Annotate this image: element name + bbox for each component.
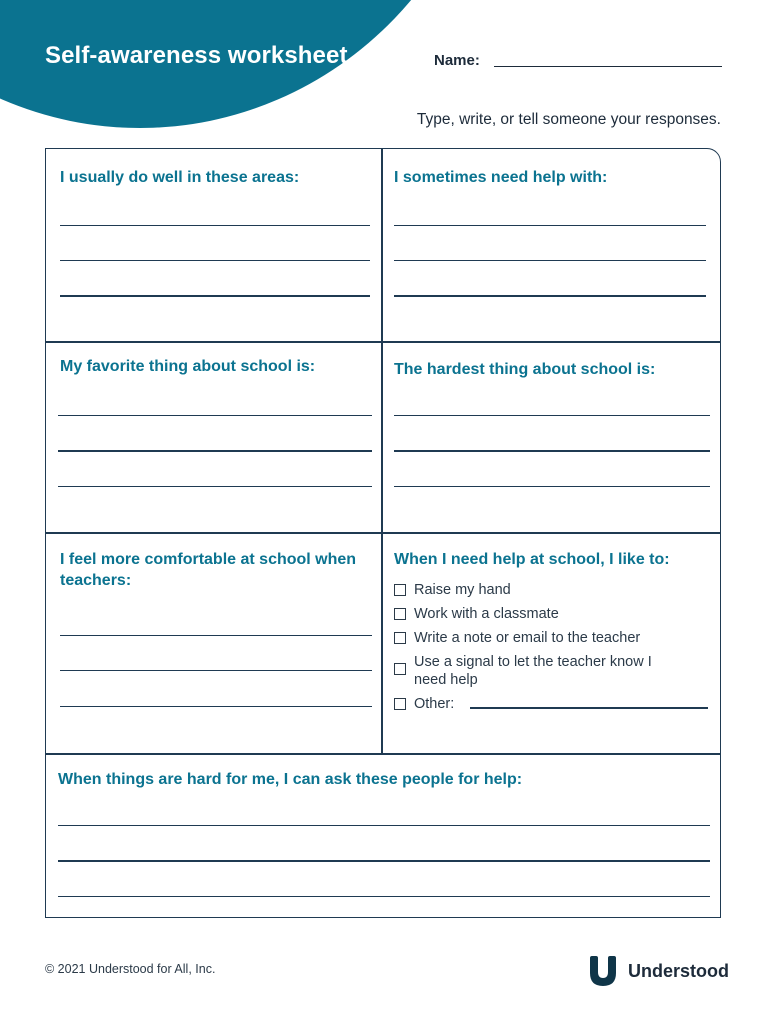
section-title-comfortable: I feel more comfortable at school when teachers:	[60, 551, 357, 589]
answer-line[interactable]	[58, 415, 372, 416]
name-input-line[interactable]	[494, 66, 722, 67]
answer-line[interactable]	[60, 635, 372, 636]
answer-line[interactable]	[394, 415, 710, 416]
section-title-help-like: When I need help at school, I like to:	[394, 551, 670, 568]
answer-line[interactable]	[394, 450, 710, 452]
section-title-hardest: The hardest thing about school is:	[394, 361, 656, 378]
other-answer-line[interactable]	[470, 707, 708, 709]
option-label: Write a note or email to the teacher	[414, 630, 641, 646]
checkbox[interactable]	[394, 698, 406, 710]
option-raise-hand[interactable]	[394, 581, 511, 599]
option-note-email[interactable]	[394, 629, 640, 647]
checkbox[interactable]	[394, 632, 406, 644]
option-signal[interactable]	[394, 653, 674, 689]
option-label: Other:	[414, 696, 455, 712]
answer-line[interactable]	[60, 225, 370, 226]
copyright-text: © 2021 Understood for All, Inc.	[45, 962, 216, 976]
brand-name: Understood	[628, 960, 729, 981]
answer-line[interactable]	[394, 295, 706, 297]
answer-line[interactable]	[394, 225, 706, 226]
brand-logo	[586, 954, 729, 988]
answer-line[interactable]	[58, 860, 710, 862]
checkbox[interactable]	[394, 608, 406, 620]
option-classmate[interactable]	[394, 605, 559, 623]
instructions-text: Type, write, or tell someone your responses.	[416, 111, 721, 128]
understood-logo-icon	[586, 954, 620, 988]
answer-line[interactable]	[58, 825, 710, 826]
section-title-favorite: My favorite thing about school is:	[60, 358, 316, 375]
option-other[interactable]	[394, 695, 454, 713]
option-label: Raise my hand	[414, 582, 511, 598]
row-divider	[46, 532, 720, 534]
checkbox[interactable]	[394, 663, 406, 675]
row-divider	[46, 341, 720, 343]
answer-line[interactable]	[60, 260, 370, 261]
option-label: Use a signal to let the teacher know I need help	[414, 654, 652, 688]
answer-line[interactable]	[58, 450, 372, 452]
column-divider	[381, 149, 383, 753]
worksheet-grid	[45, 148, 721, 918]
option-label: Work with a classmate	[414, 606, 559, 622]
answer-line[interactable]	[60, 706, 372, 707]
answer-line[interactable]	[58, 896, 710, 897]
section-title-do-well: I usually do well in these areas:	[60, 169, 300, 186]
section-title-ask-people: When things are hard for me, I can ask these people for help:	[58, 771, 523, 788]
section-title-need-help: I sometimes need help with:	[394, 169, 608, 186]
answer-line[interactable]	[58, 486, 372, 487]
page-title: Self-awareness worksheet	[45, 42, 348, 69]
checkbox[interactable]	[394, 584, 406, 596]
answer-line[interactable]	[60, 670, 372, 671]
name-label: Name:	[434, 52, 480, 69]
answer-line[interactable]	[394, 486, 710, 487]
answer-line[interactable]	[60, 295, 370, 297]
answer-line[interactable]	[394, 260, 706, 261]
row-divider	[46, 753, 720, 755]
